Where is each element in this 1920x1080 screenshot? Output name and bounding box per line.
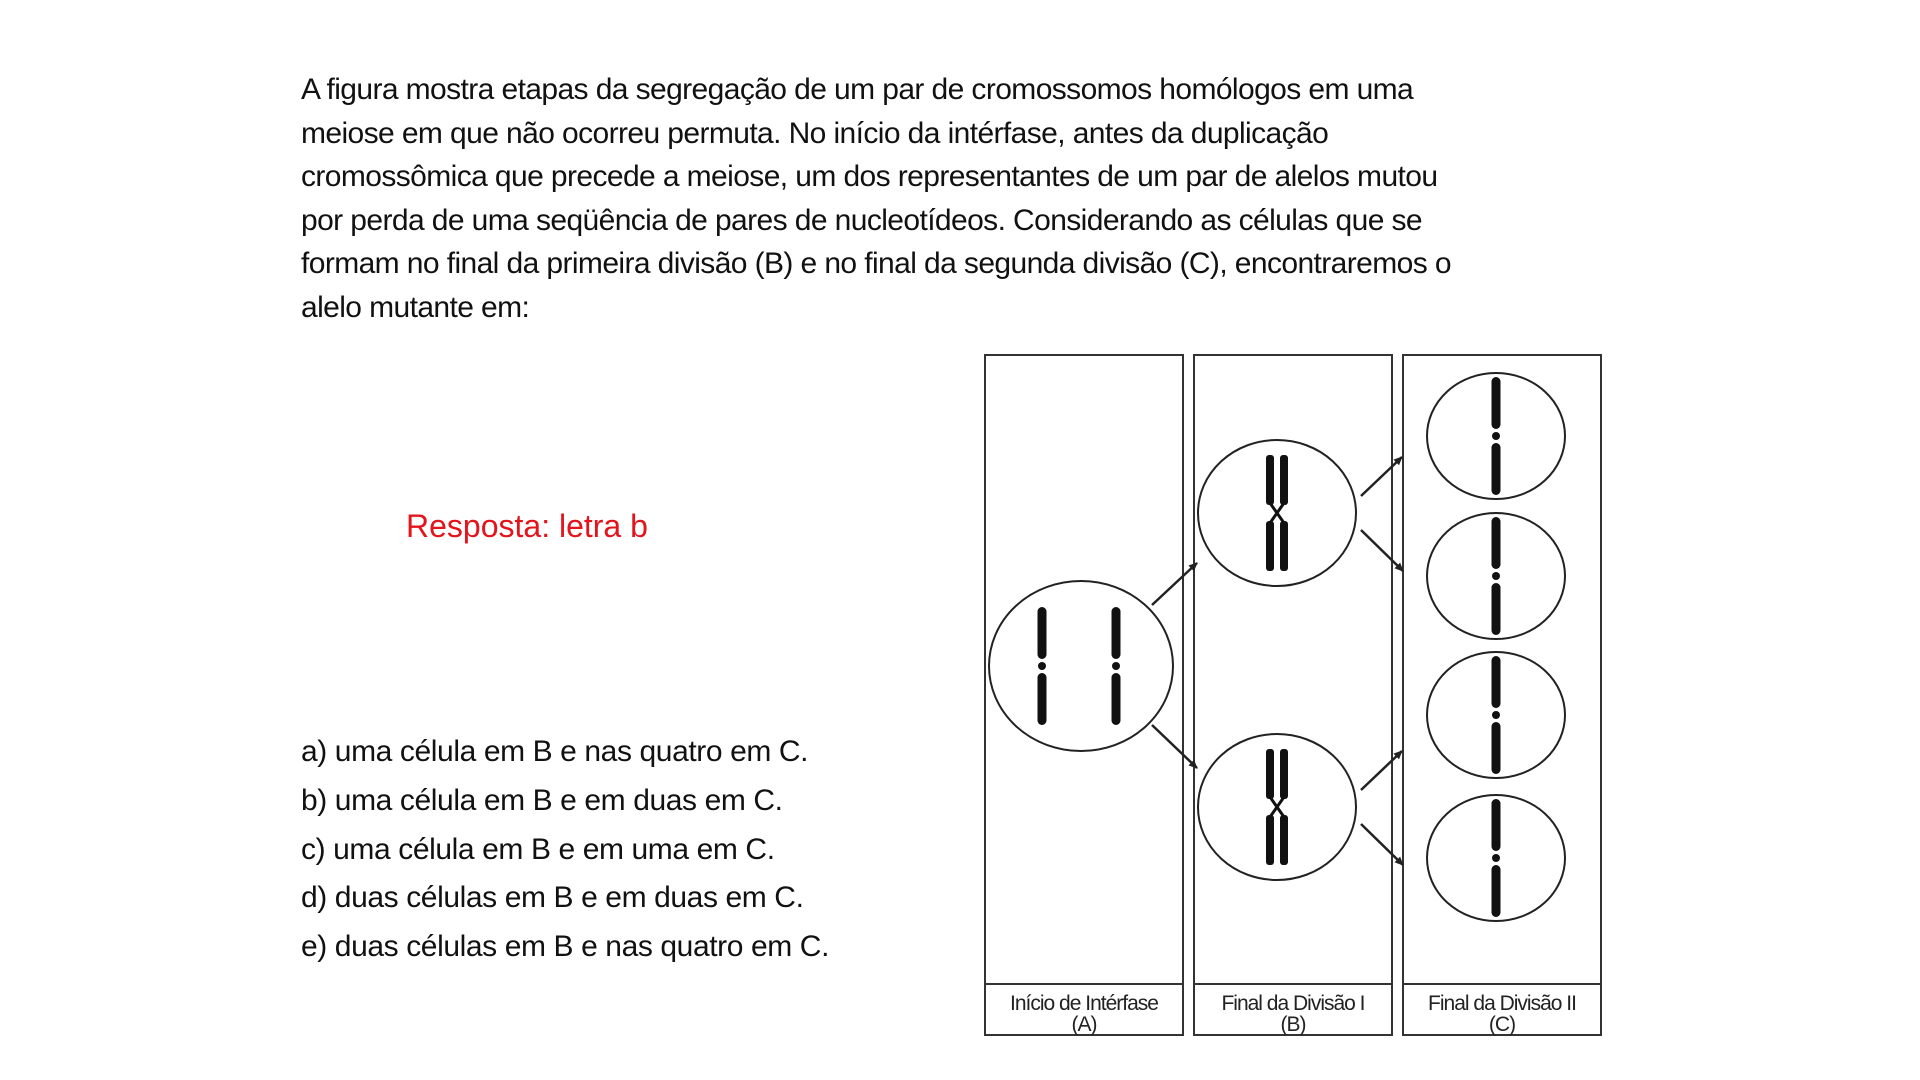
cell-division-2-2	[1427, 513, 1565, 639]
cell-division-1-top	[1198, 440, 1356, 586]
question-line: por perda de uma seqüência de pares de nucleotídeos. Considerando as células que se	[301, 203, 1422, 237]
panel-b-label	[1194, 993, 1392, 1035]
option-a: a) uma célula em B e nas quatro em C.	[301, 735, 809, 768]
panel-b-letter: (B)	[1280, 1013, 1306, 1036]
panel-c-letter: (C)	[1488, 1013, 1516, 1036]
panel-a-label	[985, 993, 1183, 1035]
question-line: cromossômica que precede a meiose, um dos representantes de um par de alelos mutou	[301, 160, 1438, 193]
answer-options	[301, 728, 829, 972]
panel-c-label	[1403, 993, 1601, 1035]
meiosis-diagram	[975, 350, 1615, 1040]
cell-division-1-bottom	[1198, 734, 1356, 880]
panel-a-title: Início de Intérfase	[1010, 992, 1158, 1015]
option-d: d) duas células em B e em duas em C.	[301, 881, 804, 915]
option-c: c) uma célula em B e em uma em C.	[301, 832, 775, 866]
question-line: meiose em que não ocorreu permuta. No início da intérfase, antes da duplicação	[301, 116, 1329, 150]
cell-division-2-4	[1427, 795, 1565, 921]
question-line: A figura mostra etapas da segregação de um par de cromossomos homólogos em uma	[301, 73, 1414, 106]
question-text	[301, 68, 1661, 329]
answer-text: Resposta: letra b	[406, 508, 648, 544]
question-line: alelo mutante em:	[301, 290, 530, 324]
question-line: formam no final da primeira divisão (B) e no final da segunda divisão (C), encontraremos o	[301, 247, 1451, 280]
meiosis-figure	[975, 350, 1615, 1040]
panel-b-title: Final da Divisão I	[1221, 992, 1365, 1015]
option-e: e) duas células em B e nas quatro em C.	[301, 930, 830, 964]
cell-division-2-1	[1427, 373, 1565, 499]
option-b: b) uma célula em B e em duas em C.	[301, 783, 783, 817]
cell-interphase	[989, 581, 1173, 751]
panel-a-letter: (A)	[1071, 1013, 1097, 1036]
panel-c-title: Final da Divisão II	[1428, 992, 1576, 1015]
cell-division-2-3	[1427, 652, 1565, 778]
